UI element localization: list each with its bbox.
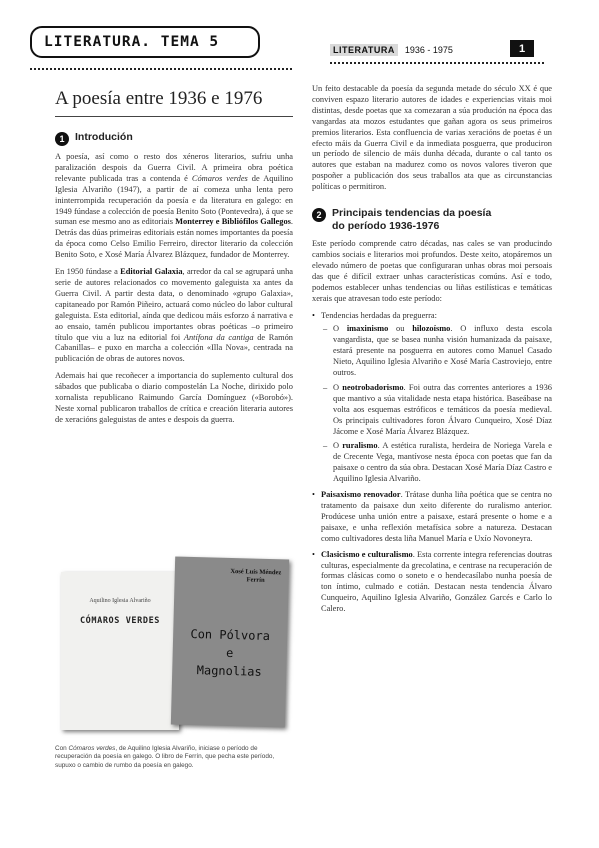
list-item: • Tendencias herdadas da preguerra: – O imaxinismo ou hilozoísmo. O influxo desta escola vangardista, que se basea nunha visión humanizada da paisaxe, estará presente na posguerra en autores como Manuel Casado Nieto, Aquilino Iglesia Alvariño e Xosé María Castroviejo, entre outros. – O neotrobadorismo. Foi outra das correntes anteriores a 1936 que mantivo a súa vitalidade nesta etapa histórica. Baseábase na volta aos esquemas estróficos e temáticos da poesía medieval. Os principais cultivadores foron Álvaro Cunqueiro, Xosé Díaz Jácome e Xosé María Álvarez Blázquez. – O ruralismo. A estética ruralista, herdeira de Noriega Varela e de Crecente Vega, mantívose nesta época con poetas que fan da paisaxe o centro da súa obra. Destacan Xosé María Díaz Castro e Aquilino Iglesia Alvariño. [312,311,552,486]
list-item: – O ruralismo. A estética ruralista, herdeira de Noriega Varela e de Crecente Vega, mantívose nesta época con poetas que fan da paisaxe o centro da súa obra. Destacan Xosé María Díaz Castro e Aquilino Iglesia Alvariño. [321,441,552,485]
page-number: 1 [510,40,534,57]
page-title: A poesía entre 1936 e 1976 [55,88,293,117]
book1-title: CÓMAROS VERDES [79,616,161,626]
section-2-heading [312,207,552,233]
intro-paragraph-3: Ademais hai que recoñecer a importancia do suplemento cultural dos sábados que publicaba o diario compostelán La Noche, dirixido polo xornalista republicano Raimundo García Domínguez («Borobó»). Neste xornal publicaron traballos de crítica e creación literaria autores de xeracións galeguistas de antes e despois da guerra. [55,371,293,424]
section-1-title: Introdución [75,131,133,143]
header-title: LITERATURA. TEMA 5 [44,34,220,50]
list-item: • Paisaxismo renovador. Trátase dunha liña poética que se centra no tratamento da paisaxe dun xeito diferente do ruralismo anterior. Prodúcese unha unión entre a paisaxe, estará presente o home e a paisaxe, e unha reflexión metafísica sobre a natureza. Destacan como cultivadores desta liña Manuel María e Uxío Novoneyra. [312,490,552,545]
section-2-intro: Este período comprende catro décadas, nas cales se van producindo cambios sociais e literarios moi profundos. Deste xeito, atopáremos un elevado número de poetas que configuraran unhas obras moi persoais das que é difícil extraer unhas características comúns. Así e todo, podemos establecer unhas tendencias ou liñas estilísticas e temáticas xerais que atravesan todo este período: [312,239,552,303]
tendencies-list [312,311,552,616]
book-covers-photo [55,558,293,736]
book-cover-comaros-verdes [61,572,179,730]
left-column [55,88,293,432]
section-number-badge: 1 [55,132,69,146]
header-title-box [30,26,260,58]
dotted-divider-right [330,62,544,64]
list-item: • Clasicismo e culturalismo. Esta corrente integra referencias doutras culturas, especialmente da grecolatina, e centrase na recuperación de formas clásicas como o soneto e o hendecasílabo nunha poesía de ton íntimo, culmado e cotián. Destacan nesta tendencia Álvaro Cunqueiro, Aquilino Iglesia Alvariño, González Garcés e Carlo lo Calero. [312,550,552,615]
header-dates: 1936 - 1975 [404,45,453,55]
section-number-badge: 2 [312,208,326,222]
book-cover-con-polvora [171,557,289,728]
header-tag: LITERATURA [330,44,398,56]
right-column [312,84,552,620]
section-1-heading [55,131,293,146]
list-item: – O imaxinismo ou hilozoísmo. O influxo desta escola vangardista, que se basea nunha visión humanizada da paisaxe, estará presente na posguerra en autores como Manuel Casado Nieto, Aquilino Iglesia Alvariño e Xosé María Castroviejo, entre outros. [321,324,552,379]
dotted-divider-left [30,68,292,70]
section-2-title: Principais tendencias da poesía do período 1936-1976 [332,207,492,233]
book2-author: Xosé Luís Méndez Ferrín [230,567,282,584]
header-running-title [330,44,453,56]
inherited-sublist [321,324,552,485]
book1-author: Aquilino Iglesia Alvariño [89,598,151,604]
book2-title: Con Pólvora e Magnolias [190,626,271,679]
right-intro-paragraph: Un feito destacable da poesía da segunda metade do século XX é que conviven espazo literario autores de idades e experiencias vitais moi distintas, desde poetas que xa comezaran a súa produción na época das vangardas ata mozos estudantes que gañan agora os seus primeiros premios literarios. Esta confluencia de varias xeracións de poetas é un efecto máis da Guerra Civil e da inmediata posguerra, que produciron un período de silencio de máis dunha década, durante o cal tanto os autores que estaban na madurez como os novos valores tiveron que pospoñer a publicación dos seus traballos ata que as circunstancias políticas o permitiron. [312,84,552,192]
photo-caption: Con Cómaros verdes, de Aquilino Iglesia Alvariño, iniciase o período de recuperación da poesía en galego. O libro de Ferrín, que pecha este período, supuxo o cambio de rumbo da poesía en galego. [55,745,275,769]
intro-paragraph-2: En 1950 fúndase a Editorial Galaxia, arredor da cal se agrupará unha serie de autores relacionados co movemento galeguista xa antes da Guerra Civil. A partir desta data, o denominado «grupo Galaxia», capitaneado por Ramón Piñeiro, actuará como núcleo do labor cultural galeguista. Esta editorial, aínda que dedicou máis esforzo á narrativa e ao ensaio, tamén publicou importantes obras poéticas –o primeiro título que viu a luz na editorial foi Antífona da cantiga de Ramón Cabanillas– e puxo en marcha a colección «Illa Nova», centrada na publicación de obras de autores novos. [55,267,293,364]
intro-paragraph-1: A poesía, así como o resto dos xéneros literarios, sufriu unha paralización despois da Guerra Civil. A primeira obra poética relevante publicada tras a contenda é Cómaros verdes de Aquilino Iglesia Alvariño (1947), a partir de aí comeza unha lenta pero ininterrompida recuperación da poesía e da literatura en galego: en 1949 fúndase a colección de poesía Benito Soto (Pontevedra), á que se suman ese mesmo ano as editoriais Monterrey e Bibliófilos Gallegos. Detrás das dúas primeiras editoriais están nomes importantes da poesía da época como Celso Emilio Ferreiro, director literario da colección Benito Soto, e Xosé María Álvarez Blázquez, fundador de Monterrey. [55,152,293,260]
list-item: – O neotrobadorismo. Foi outra das correntes anteriores a 1936 que mantivo a súa vitalidade nesta etapa histórica. Baseábase na volta aos esquemas estróficos e temáticos da poesía medieval. Os principais cultivadores foron Álvaro Cunqueiro, Xosé Díaz Jácome e Xosé María Álvarez Blázquez. [321,383,552,438]
